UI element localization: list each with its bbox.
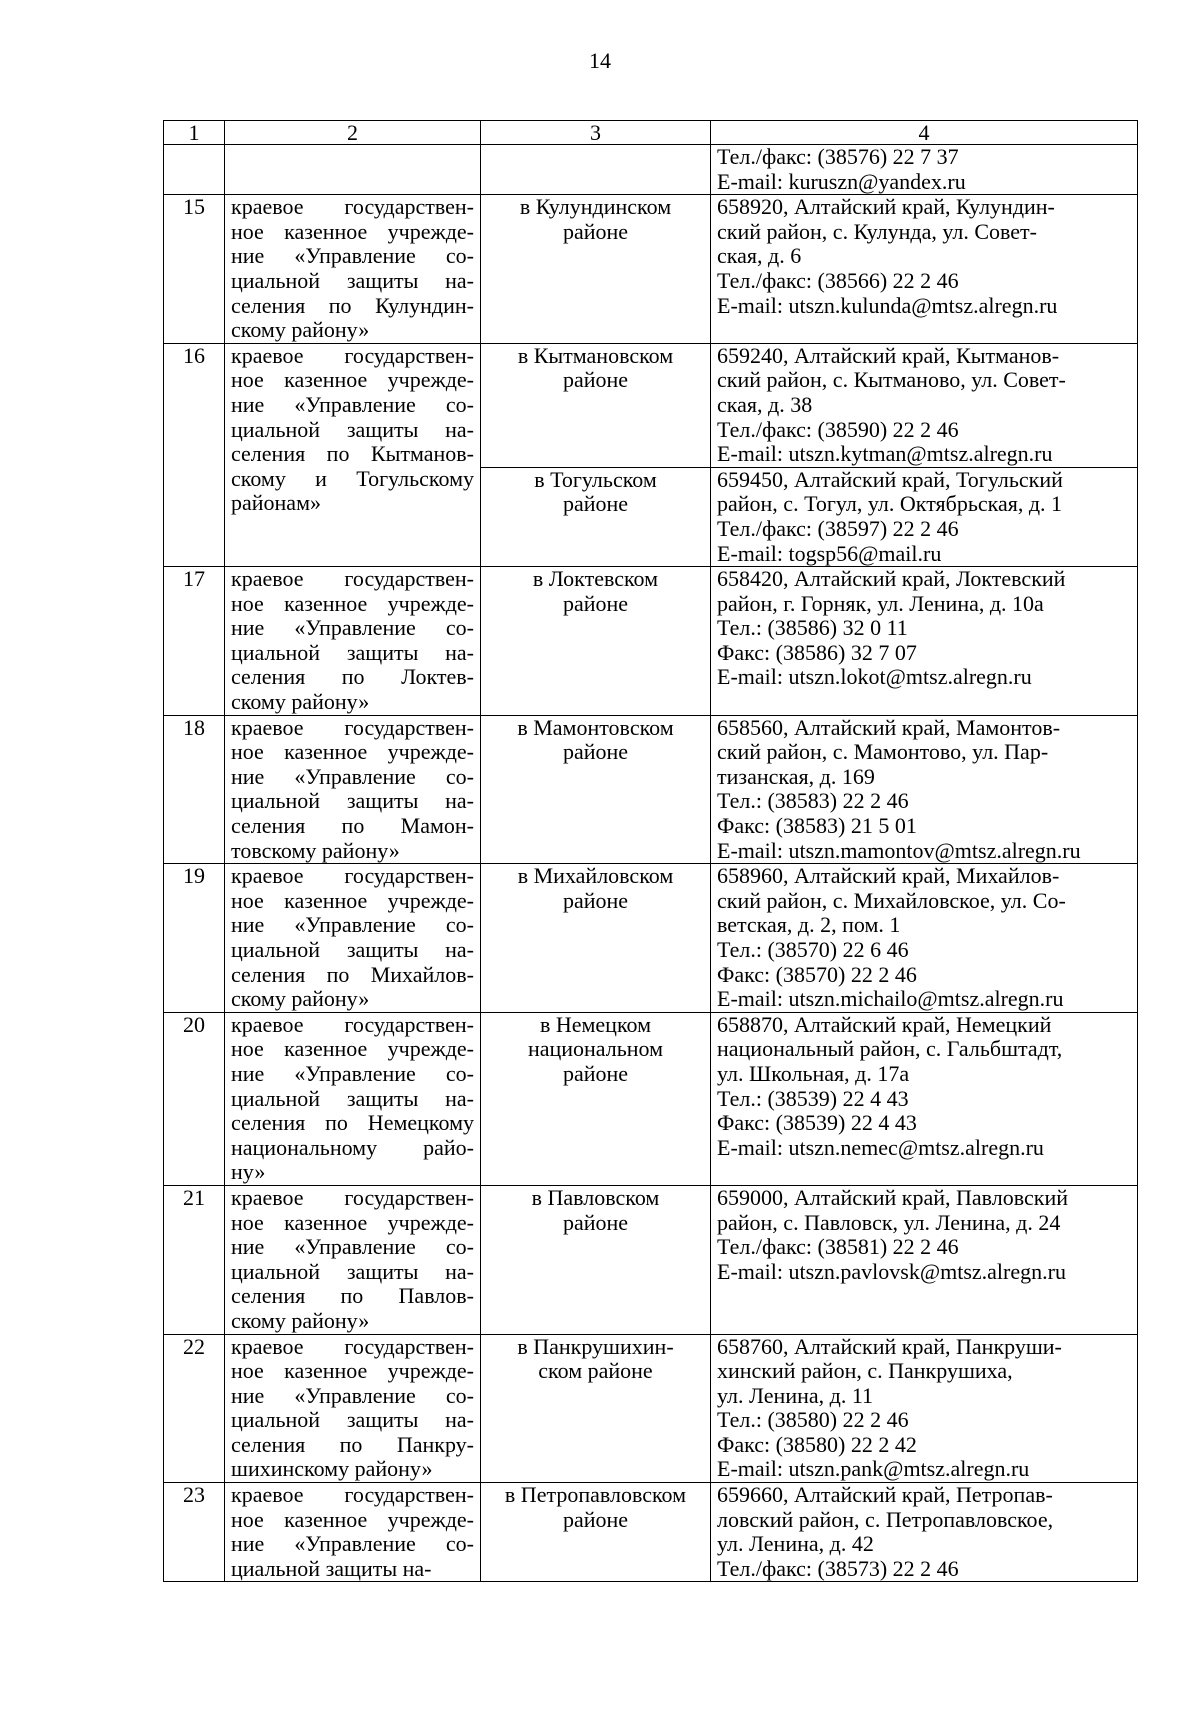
institution-name-line: скому району» [231,1307,370,1333]
contact-line: Тел./факс: (38590) 22 2 46 [717,416,959,442]
row-number: 21 [164,1185,225,1334]
institution-name-line: ние «Управление со- [231,1060,474,1086]
institution-name-line: краевое государствен- [231,714,474,740]
row-number: 23 [164,1483,225,1582]
institution-name-line: циальной защиты на- [231,1555,432,1581]
contact-line: Тел.: (38539) 22 4 43 [717,1085,909,1111]
contact-line: 659450, Алтайский край, Тогульский [717,466,1063,492]
institution-name-line: ние «Управление со- [231,1382,474,1408]
contact-line: 658920, Алтайский край, Кулундин- [717,194,1055,220]
institution-name-line: циальной защиты на- [231,788,474,814]
contact-line: район, с. Тогул, ул. Октябрьская, д. 1 [717,491,1063,517]
contact-line: Тел./факс: (38566) 22 2 46 [717,267,959,293]
contact-line: ский район, с. Михайловское, ул. Со- [717,887,1066,913]
institution-name-line: ное казенное учрежде- [231,367,474,393]
contact-line: 658560, Алтайский край, Мамонтов- [717,714,1061,740]
district-cell [481,567,711,716]
row-number: 17 [164,567,225,716]
district-line: районе [562,491,629,517]
contact-line: ул. Ленина, д. 42 [717,1531,874,1557]
district-cell [481,1012,711,1185]
contacts-cell [711,1483,1138,1582]
institution-name-cell [225,1185,481,1334]
contact-line: Тел.: (38570) 22 6 46 [717,937,909,962]
institution-name-line: ну» [231,1159,266,1185]
institution-name-cell [225,864,481,1013]
row-number: 16 [164,343,225,566]
district-line: в Немецком [539,1011,652,1037]
institution-name-line: селения по Локтев- [231,664,474,690]
table-row [164,864,1138,1013]
institution-name-line: ное казенное учрежде- [231,218,474,244]
district-line: в Кытмановском [517,342,674,368]
institution-name-cell [225,195,481,344]
institution-name-line: ное казенное учрежде- [231,1358,474,1384]
institution-name-line: краевое государствен- [231,1184,474,1210]
contact-line: 658760, Алтайский край, Панкруши- [717,1333,1062,1359]
contact-line: тизанская, д. 169 [717,763,875,789]
contact-line: Тел./факс: (38581) 22 2 46 [717,1234,959,1260]
institution-name-line: циальной защиты на- [231,639,474,665]
contact-line: E-mail: utszn.pavlovsk@mtsz.alregn.ru [717,1258,1066,1284]
district-line: районе [562,590,629,616]
district-line: районе [562,739,629,765]
district-line: в Михайловском [517,863,674,889]
table-row [164,1334,1138,1483]
institution-name-cell [225,1483,481,1582]
column-header-1: 1 [164,121,225,145]
contacts-cell [711,715,1138,864]
table-row [164,195,1138,344]
institution-name-line: циальной защиты на- [231,267,474,293]
contact-line: Факс: (38583) 21 5 01 [717,813,917,839]
institution-name-line: ное казенное учрежде- [231,590,474,616]
district-line: в Петропавловском [504,1482,687,1508]
contacts-cell [711,195,1138,344]
contact-line: ская, д. 38 [717,391,813,417]
contact-line: Факс: (38539) 22 4 43 [717,1110,917,1136]
district-line: районе [562,367,629,393]
district-cell [481,1185,711,1334]
table-row [164,343,1138,467]
contact-line: E-mail: utszn.mamontov@mtsz.alregn.ru [717,837,1081,863]
institution-name-line: районам» [231,490,321,516]
institution-name-line: краевое государствен- [231,342,474,368]
contact-line: Тел.: (38586) 32 0 11 [717,615,908,641]
district-line: в Павловском [531,1184,660,1210]
district-cell [481,195,711,344]
table-row [164,1012,1138,1185]
district-line: районе [562,887,629,913]
district-cell [481,1483,711,1582]
institution-name-line: товскому району» [231,837,400,863]
institution-name-line: циальной защиты на- [231,1407,474,1433]
contact-line: E-mail: kuruszn@yandex.ru [717,168,966,194]
contact-line: E-mail: utszn.nemec@mtsz.alregn.ru [717,1134,1044,1160]
contact-line: ский район, с. Мамонтово, ул. Пар- [717,739,1049,765]
contact-line: национальный район, с. Гальбштадт, [717,1036,1063,1062]
district-line: национальном [527,1036,664,1062]
institution-name-line: ние «Управление со- [231,243,474,269]
contact-line: ветская, д. 2, пом. 1 [717,912,901,938]
district-line: районе [562,1209,629,1235]
institution-name-cell [225,1334,481,1483]
institution-name-line: ное казенное учрежде- [231,1209,474,1235]
institution-name-line: скому району» [231,689,370,715]
district-cell [481,1334,711,1483]
contact-line: Факс: (38570) 22 2 46 [717,961,917,987]
contact-line: E-mail: utszn.kytman@mtsz.alregn.ru [717,441,1053,467]
contact-line: E-mail: utszn.michailo@mtsz.alregn.ru [717,986,1064,1012]
institution-name-line: краевое государствен- [231,863,474,889]
institution-name-line: циальной защиты на- [231,1085,474,1111]
district-line: в Тогульском [534,466,657,492]
institution-name-cell [225,343,481,566]
contact-line: Тел./факс: (38597) 22 2 46 [717,515,959,541]
contact-line: E-mail: utszn.kulunda@mtsz.alregn.ru [717,292,1058,318]
contact-line: E-mail: togsp56@mail.ru [717,540,942,566]
institution-name-line: селения по Кулундин- [231,292,474,318]
district-line: в Мамонтовском [517,714,674,740]
contact-line: ский район, с. Кытманово, ул. Совет- [717,367,1066,393]
institution-name-line: селения по Михайлов- [231,961,474,987]
institution-name-line: ное казенное учрежде- [231,1506,474,1532]
institution-name-line: циальной защиты на- [231,937,474,962]
district-cell [481,864,711,1013]
contact-line: 659240, Алтайский край, Кытманов- [717,342,1060,368]
contact-line: ский район, с. Кулунда, ул. Совет- [717,218,1037,244]
contact-line: 658870, Алтайский край, Немецкий [717,1011,1052,1037]
contacts-cell [711,343,1138,467]
contact-line: 659000, Алтайский край, Павловский [717,1184,1069,1210]
district-line: в Локтевском [532,566,659,592]
column-header-4: 4 [711,121,1138,145]
contacts-cell [711,1185,1138,1334]
institution-name-line: циальной защиты на- [231,1258,474,1284]
contacts-cell [711,864,1138,1013]
table-row [164,715,1138,864]
institution-name-line: ние «Управление со- [231,912,474,938]
column-header-2: 2 [225,121,481,145]
district-line: районе [562,1060,629,1086]
contacts-cell [711,145,1138,195]
contact-line: ул. Ленина, д. 11 [717,1382,874,1408]
table-row [164,567,1138,716]
contact-line: район, с. Павловск, ул. Ленина, д. 24 [717,1209,1061,1235]
institution-name-cell [225,1012,481,1185]
institution-name-cell [225,715,481,864]
institution-name-line: ное казенное учрежде- [231,739,474,765]
district-line: в Кулундинском [519,194,672,220]
row-number: 22 [164,1334,225,1483]
district-line: ском районе [538,1358,653,1384]
district-cell [481,715,711,864]
contact-line: E-mail: utszn.pank@mtsz.alregn.ru [717,1456,1030,1482]
institution-name-line: скому и Тогульскому [231,465,474,491]
institution-name-line: национальному райо- [231,1134,474,1160]
contacts-cell [711,1334,1138,1483]
row-number: 20 [164,1012,225,1185]
institution-name-line: циальной защиты на- [231,416,474,442]
district-line: в Панкрушихин- [517,1333,674,1359]
institution-name-line: ние «Управление со- [231,391,474,417]
institution-name-line: скому району» [231,986,370,1012]
institution-name-line: ное казенное учрежде- [231,1036,474,1062]
institution-name-line: шихинскому району» [231,1456,433,1482]
institution-name-line: скому району» [231,317,370,343]
row-number: 18 [164,715,225,864]
row-number: 15 [164,195,225,344]
institution-name-line: ное казенное учрежде- [231,887,474,913]
institution-name-line: ние «Управление со- [231,1531,474,1557]
institutions-table [163,120,1138,1582]
institution-name-line: краевое государствен- [231,566,474,592]
contact-line: ловский район, с. Петропавловское, [717,1506,1054,1532]
contact-line: 659660, Алтайский край, Петропав- [717,1482,1053,1508]
contact-line: ская, д. 6 [717,243,802,269]
column-number-row [164,121,1138,145]
contact-line: хинский район, с. Панкрушиха, [717,1358,1013,1384]
district-cell [481,343,711,467]
page-number: 14 [589,48,611,73]
district-cell [481,467,711,566]
contact-line: Факс: (38580) 22 2 42 [717,1431,917,1457]
institution-name-line: краевое государствен- [231,1482,474,1508]
district-line: районе [562,218,629,244]
institution-name-line: селения по Панкру- [231,1431,474,1457]
institution-name-line: ние «Управление со- [231,615,474,641]
contact-line: Факс: (38586) 32 7 07 [717,639,917,665]
table-row [164,1483,1138,1582]
contact-line: Тел.: (38580) 22 2 46 [717,1407,909,1433]
institution-name-line: селения по Кытманов- [231,441,474,467]
contact-line: 658420, Алтайский край, Локтевский [717,566,1066,592]
district-cell [481,145,711,195]
contact-line: Тел./факс: (38573) 22 2 46 [717,1555,959,1581]
contact-line: Тел./факс: (38576) 22 7 37 [717,144,959,169]
continuation-row [164,145,1138,195]
contact-line: ул. Школьная, д. 17а [717,1060,910,1086]
row-number-cell [164,145,225,195]
institution-name-line: ние «Управление со- [231,1234,474,1260]
contact-line: E-mail: utszn.lokot@mtsz.alregn.ru [717,664,1032,690]
column-header-3: 3 [481,121,711,145]
contact-line: 658960, Алтайский край, Михайлов- [717,863,1060,889]
institution-name-line: селения по Мамон- [231,813,474,839]
table-row [164,1185,1138,1334]
row-number: 19 [164,864,225,1013]
district-line: районе [562,1506,629,1532]
institution-name-line: краевое государствен- [231,194,474,220]
contact-line: район, г. Горняк, ул. Ленина, д. 10а [717,590,1044,616]
institution-name-line: селения по Немецкому [231,1110,474,1136]
institution-name-line: ние «Управление со- [231,763,474,789]
contacts-cell [711,467,1138,566]
contacts-cell [711,1012,1138,1185]
institution-name-line: селения по Павлов- [231,1283,474,1309]
institution-name-line: краевое государствен- [231,1333,474,1359]
institution-name-cell [225,145,481,195]
institution-name-cell [225,567,481,716]
contacts-cell [711,567,1138,716]
contact-line: Тел.: (38583) 22 2 46 [717,788,909,814]
institution-name-line: краевое государствен- [231,1011,474,1037]
